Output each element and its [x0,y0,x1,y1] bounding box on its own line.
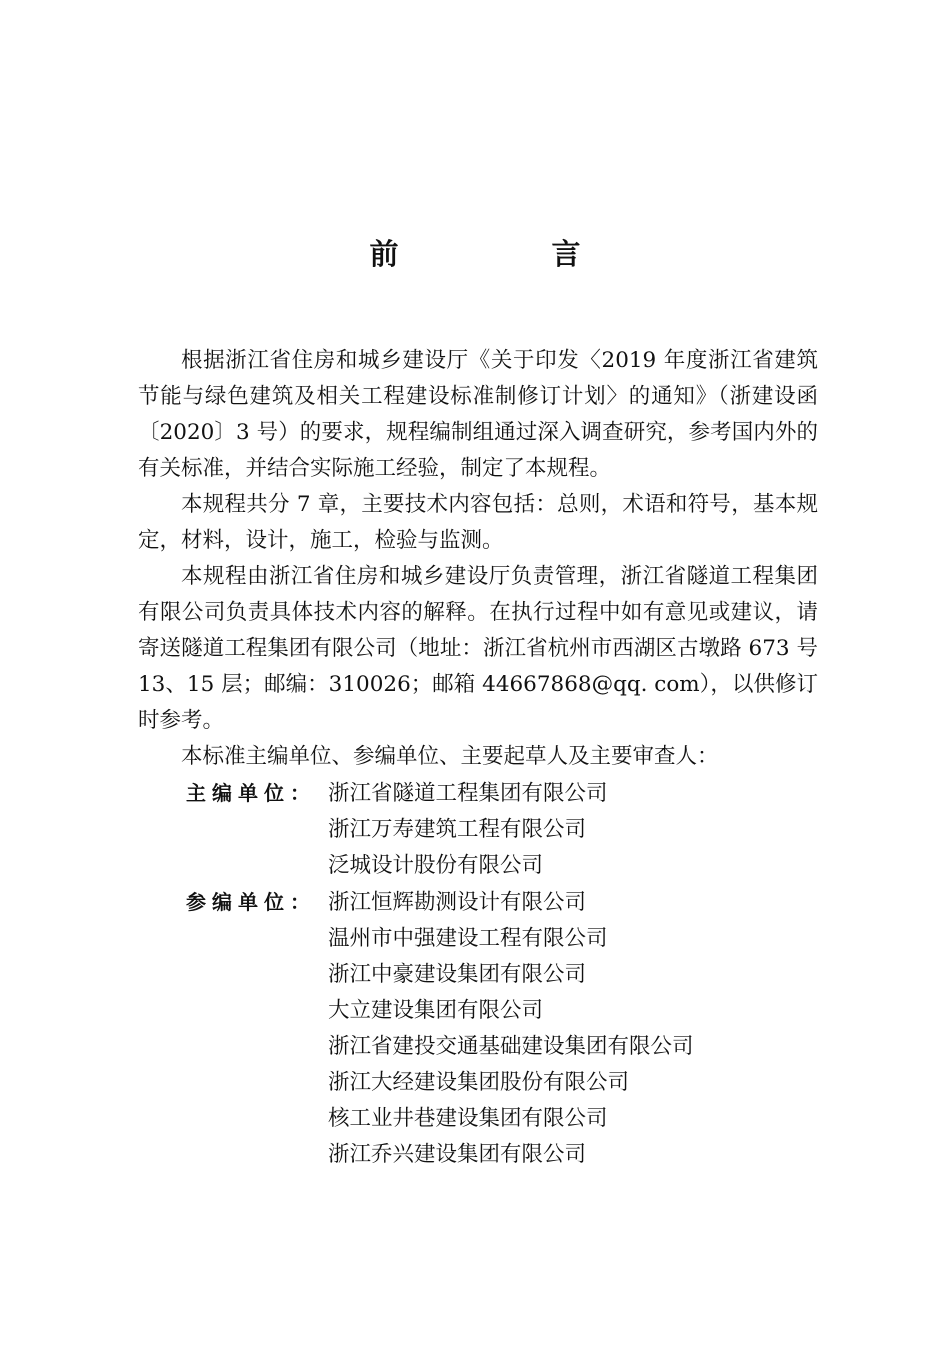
co-editor-list [328,885,818,1173]
chief-editor-unit: 浙江万寿建筑工程有限公司 [328,817,587,842]
paragraph-management: 本规程由浙江省住房和城乡建设厅负责管理，浙江省隧道工程集团有限公司负责具体技术内容的解释。在执行过程中如有意见或建议，请寄送隧道工程集团有限公司（地址：浙江省杭州市西湖区古墩路 673 号 13、15 层；邮编：310026；邮箱 44667868@qq. com），以供修订时参考。 [138,564,818,733]
co-editor-unit: 浙江中豪建设集团有限公司 [328,962,587,987]
co-editor-unit: 浙江乔兴建设集团有限公司 [328,1142,587,1167]
chief-editor-unit: 浙江省隧道工程集团有限公司 [328,781,608,806]
co-editor-unit: 浙江省建投交通基础建设集团有限公司 [328,1034,694,1059]
co-editor-label: 参编单位： [186,890,316,914]
co-editor-units [138,884,818,1173]
preface-body [138,343,818,1173]
co-editor-unit: 浙江大经建设集团股份有限公司 [328,1070,630,1095]
chief-editor-list [328,776,818,884]
chief-editor-unit: 泛城设计股份有限公司 [328,853,544,878]
chief-editor-label: 主编单位： [186,781,316,805]
paragraph-units-intro: 本标准主编单位、参编单位、主要起草人及主要审查人： [181,744,719,769]
paragraph-contents: 本规程共分 7 章，主要技术内容包括：总则，术语和符号，基本规定，材料，设计，施工，检验与监测。 [138,492,818,553]
chief-editor-units [138,775,818,884]
co-editor-unit: 浙江恒辉勘测设计有限公司 [328,890,587,915]
page-title: 前 言 [369,237,643,271]
paragraph-background: 根据浙江省住房和城乡建设厅《关于印发〈2019 年度浙江省建筑节能与绿色建筑及相关工程建设标准制修订计划〉的通知》（浙建设函〔2020〕3 号）的要求，规程编制组通过深入调查研究，参考国内外的有关标准，并结合实际施工经验，制定了本规程。 [138,348,818,481]
co-editor-unit: 温州市中强建设工程有限公司 [328,926,608,951]
co-editor-unit: 核工业井巷建设集团有限公司 [328,1106,608,1131]
co-editor-unit: 大立建设集团有限公司 [328,998,544,1023]
